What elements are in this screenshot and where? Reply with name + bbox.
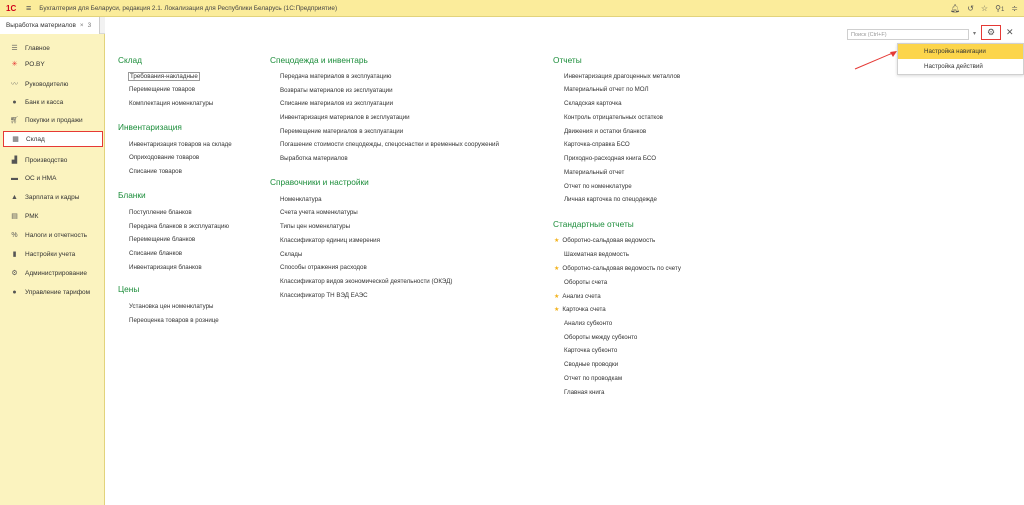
window-title: Бухгалтерия для Беларуси, редакция 2.1. Локализация для Республики Беларусь (1С:Предприятие) <box>39 4 338 12</box>
sidebar-item-label: Руководителю <box>25 80 69 88</box>
link-peremeshchenie-blankov[interactable]: Перемещение бланков <box>129 236 196 243</box>
gear-icon[interactable]: ⚙ <box>981 25 1001 40</box>
link-postuplenie-blankov[interactable]: Поступление бланков <box>129 209 192 216</box>
link-otchet-4[interactable]: Движения и остатки бланков <box>564 128 647 135</box>
title-bar <box>0 0 1024 17</box>
link-scheta-ucheta[interactable]: Счета учета номенклатуры <box>280 209 358 216</box>
link-pereocenka[interactable]: Переоценка товаров в рознице <box>129 317 219 324</box>
sidebar-item-label: Налоги и отчетность <box>25 231 88 239</box>
link-std-6[interactable]: Анализ субконто <box>564 320 613 327</box>
sections-panel <box>0 34 105 505</box>
asterisk-icon: ✳ <box>11 61 18 68</box>
sidebar-item-nastroyki[interactable] <box>3 246 103 262</box>
bank-icon: ● <box>12 98 17 106</box>
close-tab-icon[interactable]: × <box>79 21 84 29</box>
link-tn-ved[interactable]: Классификатор ТН ВЭД ЕАЭС <box>280 292 368 299</box>
link-otchet-3[interactable]: Контроль отрицательных остатков <box>564 114 663 121</box>
link-label: Карточка счета <box>562 306 606 313</box>
link-peremeshchenie-tovarov[interactable]: Перемещение товаров <box>129 86 195 93</box>
tab-label: Выработка материалов <box>6 21 76 29</box>
link-inventarizaciya-materialov[interactable]: Инвентаризация материалов в эксплуатации <box>280 114 410 121</box>
link-std-2[interactable] <box>554 265 681 272</box>
factory-icon: ▟ <box>11 157 18 164</box>
sidebar-item-label: Управление тарифом <box>25 288 91 296</box>
link-std-10[interactable]: Отчет по проводкам <box>564 375 623 382</box>
chart-line-icon: 〰 <box>11 81 18 88</box>
sidebar-item-glavnoe[interactable] <box>3 40 103 56</box>
sidebar-item-os-nma[interactable] <box>3 170 103 186</box>
warehouse-icon: ▦ <box>12 136 19 143</box>
sidebar-item-bank[interactable] <box>3 94 103 110</box>
link-komplektaciya[interactable]: Комплектация номенклатуры <box>129 100 214 107</box>
main-menu-icon[interactable]: ≡ <box>26 3 32 13</box>
tariff-icon: ● <box>12 288 17 296</box>
link-std-11[interactable]: Главная книга <box>564 389 605 396</box>
sidebar-item-label: Настройки учета <box>25 250 76 258</box>
sidebar-item-label: Производство <box>25 156 68 164</box>
search-dropdown-icon[interactable]: ▾ <box>973 31 977 37</box>
titlebar-tools <box>950 0 1018 17</box>
link-sposoby-otrazheniya[interactable]: Способы отражения расходов <box>280 264 367 271</box>
register-icon: ▤ <box>11 213 18 220</box>
link-std-5[interactable] <box>554 306 606 313</box>
sidebar-item-tarif[interactable] <box>3 284 103 300</box>
sidebar-item-sklad[interactable] <box>3 131 103 147</box>
link-sklady[interactable]: Склады <box>280 251 303 258</box>
cart-icon: 🛒︎ <box>10 117 19 124</box>
link-peredacha-materialov[interactable]: Передача материалов в эксплуатацию <box>280 73 392 80</box>
sidebar-item-rukovoditelyu[interactable] <box>3 76 103 92</box>
section-title-standartnye: Стандартные отчеты <box>553 219 634 229</box>
link-label: Оборотно-сальдовая ведомость <box>562 237 656 244</box>
link-otchet-9[interactable]: Личная карточка по спецодежде <box>564 196 657 203</box>
sidebar-item-label: ОС и НМА <box>25 174 57 182</box>
section-title-ceny: Цены <box>118 284 140 294</box>
annotation-arrow-icon <box>853 47 901 71</box>
link-std-7[interactable]: Обороты между субконто <box>564 334 638 341</box>
menu-item-actions-settings[interactable]: Настройка действий <box>924 63 983 70</box>
favorite-star-icon[interactable]: ★ <box>554 307 560 313</box>
link-nomenklatura[interactable]: Номенклатура <box>280 196 322 203</box>
link-trebovaniya-nakladnye[interactable]: Требования-накладные <box>130 73 198 80</box>
link-std-9[interactable]: Сводные проводки <box>564 361 619 368</box>
link-otchet-0[interactable]: Инвентаризация драгоценных металлов <box>564 73 681 80</box>
link-vozvraty-materialov[interactable]: Возвраты материалов из эксплуатации <box>280 87 393 94</box>
favorite-star-icon[interactable]: ★ <box>554 294 560 300</box>
section-title-inventarizaciya: Инвентаризация <box>118 122 182 132</box>
sidebar-item-label: Администрирование <box>25 269 87 277</box>
sidebar-item-label: РМК <box>25 212 39 220</box>
link-spisanie-materialov[interactable]: Списание материалов из эксплуатации <box>280 100 394 107</box>
link-otchet-2[interactable]: Складская карточка <box>564 100 622 107</box>
sidebar-item-label: Главное <box>25 44 50 52</box>
user-count: 1 <box>1000 7 1005 13</box>
next-tab-label[interactable]: 3 <box>87 21 92 29</box>
sidebar-item-zarplata[interactable] <box>3 189 103 205</box>
link-otchet-8[interactable]: Отчет по номенклатуре <box>564 183 632 190</box>
favorite-star-icon[interactable]: ★ <box>554 238 560 244</box>
section-title-specodezhda: Спецодежда и инвентарь <box>270 55 368 65</box>
close-icon[interactable]: ✕ <box>1006 27 1014 37</box>
sidebar-item-ro-by[interactable] <box>3 56 103 72</box>
book-icon: ▮ <box>12 251 17 258</box>
sidebar-item-label: Покупки и продажи <box>25 116 83 124</box>
truck-icon: ▬ <box>11 174 18 182</box>
link-std-8[interactable]: Карточка субконто <box>564 347 618 354</box>
sidebar-item-label: Зарплата и кадры <box>25 193 80 201</box>
link-otchet-7[interactable]: Материальный отчет <box>564 169 625 176</box>
star-icon[interactable]: ☆ <box>980 4 989 13</box>
person-icon: ▲ <box>11 193 18 201</box>
sidebar-item-label: Банк и касса <box>25 98 64 106</box>
sidebar-item-label: Склад <box>26 135 45 143</box>
link-otchet-5[interactable]: Карточка-справка БСО <box>564 141 630 148</box>
sidebar-item-rmk[interactable] <box>3 208 103 224</box>
percent-icon: % <box>11 231 18 239</box>
link-std-3[interactable]: Обороты счета <box>564 279 608 286</box>
section-title-blanki: Бланки <box>118 190 146 200</box>
link-std-4[interactable] <box>554 293 601 300</box>
link-inventarizaciya-tovarov[interactable]: Инвентаризация товаров на складе <box>129 141 232 148</box>
link-vyrabotka-materialov[interactable]: Выработка материалов <box>280 155 348 162</box>
search-input[interactable]: Поиск (Ctrl+F) <box>847 29 969 40</box>
settings-menu-icon[interactable]: ≑ <box>1011 4 1018 13</box>
link-std-1[interactable]: Шахматная ведомость <box>564 251 629 258</box>
link-label: Анализ счета <box>562 293 601 300</box>
link-ustanovka-cen[interactable]: Установка цен номенклатуры <box>129 303 214 310</box>
sidebar-item-administrirovanie[interactable] <box>3 265 103 281</box>
sidebar-item-label: РО.BY <box>25 60 45 68</box>
menu-item-navigation-settings[interactable]: Настройка навигации <box>898 44 1023 59</box>
tab-vyrabotka-materialov[interactable] <box>0 17 100 34</box>
sidebar-item-pokupki[interactable] <box>3 112 103 128</box>
sidebar-item-proizvodstvo[interactable] <box>3 152 103 168</box>
section-title-sklad: Склад <box>118 55 143 65</box>
link-peremeshchenie-materialov[interactable]: Перемещение материалов в эксплуатации <box>280 128 404 135</box>
link-okved[interactable]: Классификатор видов экономической деятельности (ОКЭД) <box>280 278 453 285</box>
link-tipy-cen[interactable]: Типы цен номенклатуры <box>280 223 351 230</box>
section-content <box>106 17 1024 505</box>
app-logo: 1С <box>6 3 17 13</box>
link-pogashenie-stoimosti[interactable]: Погашение стоимости спецодежды, спецоснастки и временных сооружений <box>280 141 499 148</box>
link-peredacha-blankov[interactable]: Передача бланков в эксплуатацию <box>129 223 230 230</box>
menu-icon: ☰ <box>11 45 18 52</box>
favorite-star-icon[interactable]: ★ <box>554 266 560 272</box>
link-std-0[interactable] <box>554 237 655 244</box>
link-otchet-6[interactable]: Приходно-расходная книга БСО <box>564 155 657 162</box>
user-icon[interactable]: ⚲1 <box>995 4 1005 13</box>
link-inventarizaciya-blankov[interactable]: Инвентаризация бланков <box>129 264 202 271</box>
settings-dropdown-menu <box>897 43 1024 75</box>
link-label: Оборотно-сальдовая ведомость по счету <box>562 265 681 272</box>
link-klassifikator-edinic[interactable]: Классификатор единиц измерения <box>280 237 380 244</box>
section-title-spravochniki: Справочники и настройки <box>270 177 369 187</box>
gear-icon: ⚙ <box>11 270 18 277</box>
link-spisanie-tovarov[interactable]: Списание товаров <box>129 168 182 175</box>
open-tabs <box>0 17 105 34</box>
link-oprihodovanie[interactable]: Оприходование товаров <box>129 154 200 161</box>
link-otchet-1[interactable]: Материальный отчет по МОЛ <box>564 86 649 93</box>
bell-icon[interactable]: 🔔︎ <box>950 4 961 13</box>
sidebar-item-nalogi[interactable] <box>3 227 103 243</box>
link-spisanie-blankov[interactable]: Списание бланков <box>129 250 183 257</box>
section-title-otchety: Отчеты <box>553 55 582 65</box>
history-icon[interactable]: ↺ <box>967 4 974 13</box>
